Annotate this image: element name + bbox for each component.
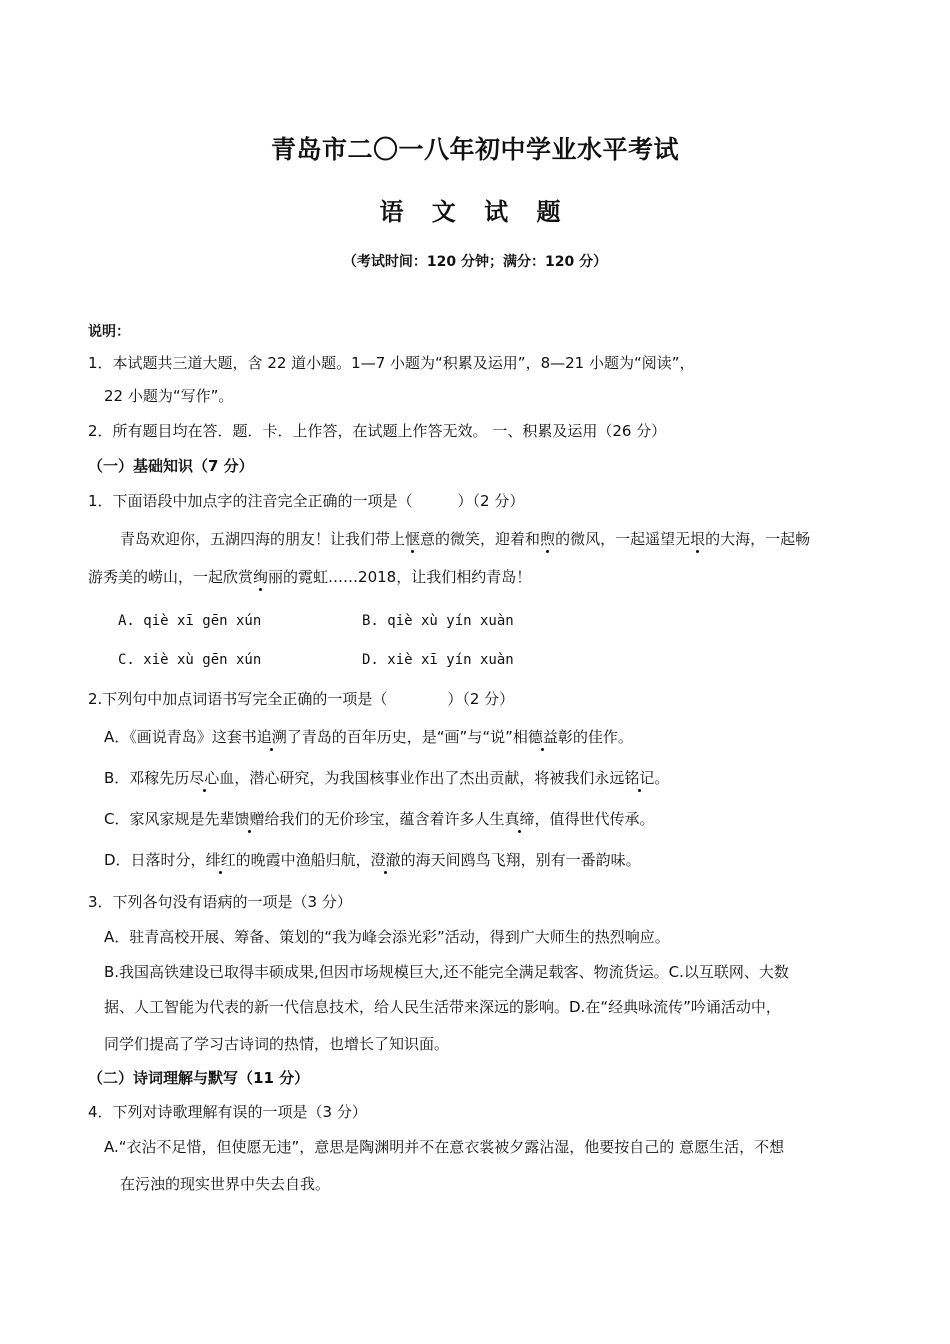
q2-text: 的佳作。 [572,728,633,746]
note-1-line-2: 22 小题为“写作”。 [104,387,234,405]
q2-option-b [104,768,669,788]
q2-stem: 2.下列句中加点词语书写完全正确的一项是（ ）（2 分） [88,690,515,708]
emphasized-char: 煦 [540,530,556,548]
q2-text: 了青岛的百年历史，是“画”与“说” [286,728,513,746]
emphasized-word: 追溯 [256,728,287,746]
emphasized-word: 铭记 [624,769,655,787]
emphasized-char: 惬 [405,530,421,548]
emphasized-word: 真缔 [504,810,535,828]
q2-text: 。 [654,769,670,787]
q1-option-a: A. qiè xī gēn xún [118,613,262,629]
q3-options-line-3: 同学们提高了学习古诗词的热情，也增长了知识面。 [104,1035,450,1053]
q2-text: A．《画说青岛》这套书 [104,728,257,746]
q1-passage-line-1 [120,529,810,549]
section-1-heading: （一）基础知识（7 分） [88,457,254,475]
exam-title: 青岛市二〇一八年初中学业水平考试 [270,135,679,164]
q1-option-b: B. qiè xù yín xuàn [362,613,514,629]
q1-option-c: C. xiè xù gēn xún [118,652,262,668]
q1-text: 的微风，一起遥望无 [555,530,691,548]
note-1-line-1: 1．本试题共三道大题，含 22 道小题。1—7 小题为“积累及运用”，8—21 小题为“阅读”， [88,354,695,372]
q2-option-d [104,850,641,870]
emphasized-word: 相德益彰 [512,728,573,746]
q1-text: 青岛欢迎你，五湖四海的朋友！让我们带上 [120,530,406,548]
emphasized-char: 绚 [253,568,269,586]
section-2-heading: （二）诗词理解与默写（11 分） [88,1069,310,1087]
q3-options-line-2: 据、人工智能为代表的新一代信息技术，给人民生活带来深远的影响。D.在“经典咏流传”吟诵活动中， [104,998,781,1016]
exam-subtitle: 语 文 试 题 [379,198,571,226]
q1-option-d: D. xiè xī yín xuàn [362,652,514,668]
q3-stem: 3．下列各句没有语病的一项是（3 分） [88,893,352,911]
q2-text: C．家风家规是先辈 [104,810,235,828]
q2-text: 的海天间鸥鸟飞翔，别有一番韵味。 [400,851,641,869]
q2-option-c [104,809,655,829]
emphasized-word: 澄澈 [370,851,401,869]
q2-text: B．邓稼先 [104,769,175,787]
q2-text: D．日落时分， [104,851,206,869]
q2-text: ，潜心研究，为我国核事业作出了杰出贡献，将被我们永远 [234,769,625,787]
q3-options-line-1: B.我国高铁建设已取得丰硕成果,但因市场规模巨大,还不能完全满足载客、物流货运。C.以互联网、大数 [104,963,789,981]
q2-text: 的晚霞中渔船归航， [235,851,371,869]
q1-stem: 1．下面语段中加点字的注音完全正确的一项是（ ）（2 分） [88,492,525,510]
q4-stem: 4．下列对诗歌理解有误的一项是（3 分） [88,1103,367,1121]
q1-text: 游秀美的崂山，一起欣赏 [88,568,254,586]
q1-text: 意的微笑，迎着和 [420,530,541,548]
q4-option-a-line-1: A.“衣沾不足惜，但使愿无违”，意思是陶渊明并不在意衣裳被夕露沾湿，他要按自己的 意愿生活，不想 [104,1138,785,1156]
q1-passage-line-2 [88,567,531,587]
q2-text: ，值得世代传承。 [534,810,655,828]
q2-text: 给我们的无价珍宝，蕴含着许多人生 [264,810,505,828]
note-2: 2．所有题目均在答．题．卡．上作答，在试题上作答无效。 一、积累及运用（26 分） [88,422,667,440]
q1-text: 丽的霓虹……2018，让我们相约青岛！ [268,568,532,586]
emphasized-word: 绯红 [205,851,236,869]
q2-option-a [104,727,633,747]
q3-option-a: A．驻青高校开展、筹备、策划的“我为峰会添光彩”活动，得到广大师生的热烈响应。 [104,928,670,946]
emphasized-word: 历尽心血 [174,769,235,787]
exam-info: （考试时间：120 分钟；满分：120 分） [342,254,608,270]
q1-text: 的大海，一起畅 [705,530,811,548]
emphasized-word: 馈赠 [234,810,265,828]
q4-option-a-line-2: 在污浊的现实世界中失去自我。 [120,1175,331,1193]
emphasized-char: 垠 [690,530,706,548]
notes-heading: 说明： [88,324,130,340]
